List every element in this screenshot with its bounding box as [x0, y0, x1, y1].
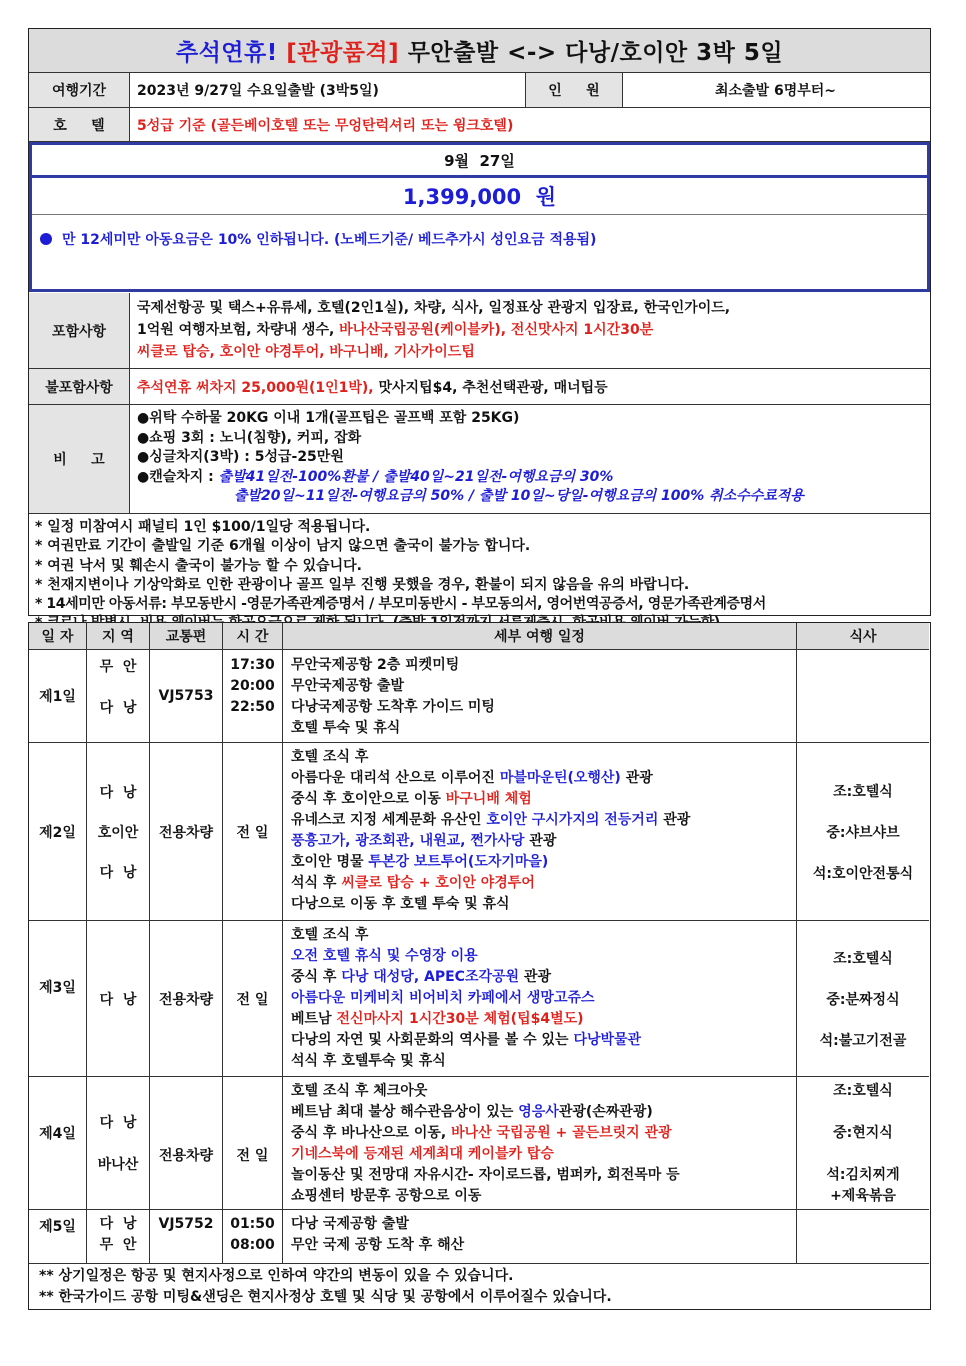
time: 08:00 [230, 1237, 275, 1253]
cancel-policy: 출발41일전-100%환불 / 출발40일~21일전-여행요금의 30% [218, 468, 614, 485]
day4-meals [797, 1077, 929, 1210]
meal: 중:현지식 [833, 1125, 893, 1141]
memo-value [137, 405, 926, 513]
day2-regions [87, 743, 150, 921]
day4-time: 전 일 [223, 1077, 283, 1210]
memo-line: ●싱글차지(3박) : 5성급-25만원 [137, 449, 344, 465]
detail-highlight: 바나산 국립공원 + 골든브릿지 관광 [451, 1125, 672, 1141]
meal: 중:분짜정식 [826, 991, 900, 1008]
notes-list [35, 518, 926, 634]
memo-line: ●쇼핑 3회 : 노니(침향), 커피, 잡화 [137, 429, 362, 446]
note-item: * 일정 미참여시 패널티 1인 $100/1일당 적용됩니다. [35, 519, 371, 535]
period-row [29, 73, 930, 108]
time: 22:50 [230, 699, 275, 715]
excluded-text: 맛사지팁$4, 추천선택관광, 매너팁등 [373, 379, 608, 396]
time: 20:00 [230, 678, 275, 694]
day5-transport: VJ5752 [150, 1210, 223, 1264]
region: 다 낭 [99, 864, 137, 881]
included-label: 포함사항 [29, 293, 130, 368]
day4-regions [87, 1077, 150, 1210]
day1-regions [87, 650, 150, 743]
detail-text: 베트남 최대 불상 해수관음상이 있는 [291, 1104, 519, 1120]
time: 01:50 [230, 1216, 275, 1232]
price-box [29, 142, 930, 292]
tour-price: 1,399,000 원 [32, 178, 927, 215]
day2-meals [797, 743, 929, 921]
meal: 석:호이안전통식 [812, 865, 914, 882]
meal: 조:호텔식 [833, 783, 893, 800]
region: 호이안 [97, 824, 139, 841]
detail-text: 관광 [620, 770, 653, 786]
detail-line: 무안국제공항 2층 피켓미팅 [291, 657, 460, 673]
page-title [176, 34, 783, 67]
time: 17:30 [230, 657, 275, 673]
meal: 석:불고기전골 [819, 1032, 907, 1049]
day4-details [283, 1077, 797, 1210]
detail-text: 관광 [658, 812, 691, 828]
detail-line: 무안국제공항 출발 [291, 678, 405, 694]
day3-time: 전 일 [223, 921, 283, 1077]
day4-label: 제4일 [29, 1077, 87, 1210]
detail-highlight: 다낭 대성당, APEC조각공원 [341, 969, 520, 985]
memo-line [137, 468, 926, 488]
region: 무 안 [99, 1237, 137, 1253]
region: 다 낭 [99, 700, 137, 716]
detail-line [291, 852, 796, 873]
title-holiday: 추석연휴! [175, 40, 278, 66]
detail-highlight: 씨클로 탑승 + 호이안 야경투어 [341, 875, 535, 891]
detail-line: 다낭으로 이동 후 호텔 투숙 및 휴식 [291, 896, 510, 912]
memo-line: ●위탁 수하물 20KG 이내 1개(골프팁은 골프백 포함 25KG) [137, 410, 520, 426]
detail-line: 다낭 국제공항 출발 [291, 1216, 409, 1232]
child-discount-note [40, 219, 923, 259]
meal: 조:호텔식 [833, 950, 893, 967]
header-details: 세부 여행 일정 [283, 623, 797, 650]
tour-info-box [28, 28, 931, 616]
detail-line [291, 873, 796, 894]
memo-label: 비 고 [29, 405, 130, 513]
header-time: 시 간 [223, 623, 283, 650]
footer-note: ** 한국가이드 공항 미팅&샌딩은 현지사정상 호텔 및 식당 및 공항에서 이루어질수 있습니다. [39, 1288, 612, 1305]
memo-row [29, 405, 930, 514]
day5-details [283, 1210, 797, 1264]
day1-details [283, 650, 797, 743]
meal: +제육볶음 [830, 1188, 896, 1204]
day4-transport: 전용차량 [150, 1077, 223, 1210]
detail-line [291, 1009, 796, 1030]
title-category: [관광품격] [286, 40, 400, 66]
detail-line: 호텔 조식 후 [291, 749, 369, 765]
detail-line: 석식 후 호텔투숙 및 휴식 [291, 1053, 446, 1069]
detail-text: 관광 [519, 969, 551, 985]
detail-highlight: 호이안 구시가지의 전등거리 [486, 812, 659, 828]
day5-regions [87, 1210, 150, 1264]
excluded-label: 불포함사항 [29, 369, 130, 404]
detail-text: 관광 [524, 833, 557, 849]
detail-line [291, 1102, 796, 1123]
detail-line [291, 789, 796, 810]
detail-text: 관광(손짜관광) [558, 1104, 653, 1120]
detail-highlight: 풍흥고가, 광조회관, 내원교, 쩐가사당 [291, 833, 525, 849]
detail-highlight: 바구니배 체험 [445, 791, 532, 807]
detail-line: 무안 국제 공항 도착 후 해산 [291, 1237, 465, 1253]
day1-meals [797, 650, 929, 743]
child-discount-text: 만 12세미만 아동요금은 10% 인하됩니다. (노베드기준/ 베드추가시 성인요금 적용됨) [62, 232, 597, 248]
detail-line [291, 1030, 796, 1051]
detail-text: 석식 후 [291, 875, 342, 891]
departure-date: 9월 27일 [32, 145, 927, 178]
day1-times [223, 650, 283, 743]
surcharge-text: 추석연휴 써차지 25,000원(1인1박), [137, 379, 374, 396]
included-highlight: 바나산국립공원(케이블카), 전신맛사지 1시간30분 [339, 322, 654, 338]
note-item: * 여권만료 기간이 출발일 기준 6개월 이상이 남지 않으면 출국이 불가능 합니다. [35, 538, 531, 555]
day5-label: 제5일 [29, 1210, 87, 1264]
detail-text: 아름다운 미케비치 비어비치 카페에서 [291, 990, 527, 1006]
title-route: 무안출발 <-> 다낭/호이안 3박 5일 [407, 40, 784, 66]
header-meals: 식사 [797, 623, 929, 650]
title-row [29, 29, 930, 73]
detail-highlight: 다낭박물관 [573, 1032, 642, 1048]
hotel-row [29, 108, 930, 142]
day5-meals [797, 1210, 929, 1264]
detail-line [291, 768, 796, 789]
detail-line [291, 988, 796, 1009]
detail-line: 호텔 투숙 및 휴식 [291, 720, 401, 736]
header-day: 일 자 [29, 623, 87, 650]
included-value [137, 293, 926, 368]
excluded-value [137, 369, 926, 404]
detail-line: 호텔 조식 후 [291, 927, 369, 943]
meal: 중:샤브샤브 [826, 824, 900, 841]
day2-label: 제2일 [29, 743, 87, 921]
hotel-label: 호 텔 [29, 108, 130, 141]
day3-region: 다 낭 [87, 921, 150, 1077]
day2-details [283, 743, 797, 921]
detail-line [291, 1123, 796, 1144]
detail-highlight: 생망고쥬스 [526, 990, 595, 1006]
region: 다 낭 [99, 1115, 137, 1131]
day3-transport: 전용차량 [150, 921, 223, 1077]
excluded-row [29, 369, 930, 405]
day2-time: 전 일 [223, 743, 283, 921]
day3-label: 제3일 [29, 921, 87, 1077]
meal: 조:호텔식 [833, 1083, 893, 1099]
meal: 석:김치찌게 [826, 1167, 900, 1183]
memo-line: 출발20일~11일전-여행요금의 50% / 출발 10일~당일-여행요금의 100% 취소수수료적용 [234, 488, 804, 504]
included-line: 씨클로 탑승, 호이안 야경투어, 바구니배, 기사가이드팁 [137, 344, 475, 360]
period-label: 여행기간 [29, 73, 130, 107]
detail-line: 다낭국제공항 도착후 가이드 미팅 [291, 699, 495, 715]
footer-note: ** 상기일정은 항공 및 현지사정으로 인하여 약간의 변동이 있을 수 있습니다. [39, 1268, 514, 1284]
detail-highlight: 마블마운틴(오행산) [499, 770, 621, 786]
detail-text: 다낭의 자연 및 사회문화의 역사를 볼 수 있는 [291, 1032, 574, 1048]
detail-line: 놀이동산 및 전망대 자유시간- 자이로드롭, 범퍼카, 회전목마 등 [291, 1167, 680, 1183]
day1-label: 제1일 [29, 650, 87, 743]
included-row [29, 293, 930, 369]
day3-meals [797, 921, 929, 1077]
detail-line: 쇼핑센터 방문후 공항으로 이동 [291, 1188, 482, 1204]
region: 무 안 [99, 659, 137, 675]
cancel-label: ●캔슬차지 : [137, 468, 219, 485]
detail-line [291, 967, 796, 988]
hotel-value: 5성급 기준 (골든베이호텔 또는 무엉탄럭셔리 또는 윙크호텔) [137, 117, 514, 134]
detail-line: 오전 호텔 휴식 및 수영장 이용 [291, 948, 478, 964]
day3-details [283, 921, 797, 1077]
period-value: 2023년 9/27일 수요일출발 (3박5일) [137, 83, 379, 99]
bullet-icon [40, 233, 52, 245]
included-text: 1억원 여행자보험, 차량내 생수, [137, 322, 340, 338]
region: 다 낭 [99, 1216, 137, 1232]
day1-transport: VJ5753 [150, 650, 223, 743]
region: 다 낭 [99, 784, 137, 801]
header-transport: 교통편 [150, 623, 223, 650]
detail-line [291, 810, 796, 831]
detail-text: 유네스코 지정 세계문화 유산인 [291, 812, 487, 828]
included-line [137, 319, 926, 341]
detail-text: 중식 후 호이안으로 이동 [291, 791, 446, 807]
detail-text: 베트남 [291, 1011, 337, 1027]
itinerary-footer-notes [39, 1266, 926, 1307]
detail-text: 호이안 명물 [291, 854, 369, 870]
detail-highlight: 영응사 [518, 1104, 559, 1120]
note-item: * 14세미만 아동서류: 부모동반시 -영문가족관계증명서 / 부모미동반시 - 부모동의서, 영어번역공증서, 영문가족관계증명서 [35, 596, 766, 613]
day2-transport: 전용차량 [150, 743, 223, 921]
note-item: * 천재지변이나 기상악화로 인한 관광이나 골프 일부 진행 못했을 경우, 환불이 되지 않음을 유의 바랍니다. [35, 576, 690, 593]
pax-label: 인 원 [525, 73, 623, 107]
detail-text: 중식 후 바나산으로 이동, [291, 1125, 452, 1141]
region: 바나산 [97, 1157, 139, 1173]
detail-text: 중식 후 [291, 969, 342, 985]
detail-line: 기네스북에 등재된 세계최대 케이블카 탑승 [291, 1146, 554, 1162]
detail-line: 호텔 조식 후 체크아웃 [291, 1083, 428, 1099]
detail-highlight: 투본강 보트투어(도자기마을) [368, 854, 549, 870]
pax-value: 최소출발 6명부터~ [714, 83, 836, 99]
header-region: 지 역 [87, 623, 150, 650]
note-item: * 여권 낙서 및 훼손시 출국이 불가능 할 수 있습니다. [35, 557, 362, 574]
itinerary-table [28, 622, 931, 1310]
detail-highlight: 전신마사지 1시간30분 체험(팁$4별도) [336, 1011, 584, 1027]
included-line: 국제선항공 및 택스+유류세, 호텔(2인1실), 차량, 식사, 일정표상 관광지 입장료, 한국인가이드, [137, 300, 731, 316]
detail-line [291, 831, 796, 852]
day5-times [223, 1210, 283, 1264]
detail-text: 아름다운 대리석 산으로 이루어진 [291, 770, 500, 786]
